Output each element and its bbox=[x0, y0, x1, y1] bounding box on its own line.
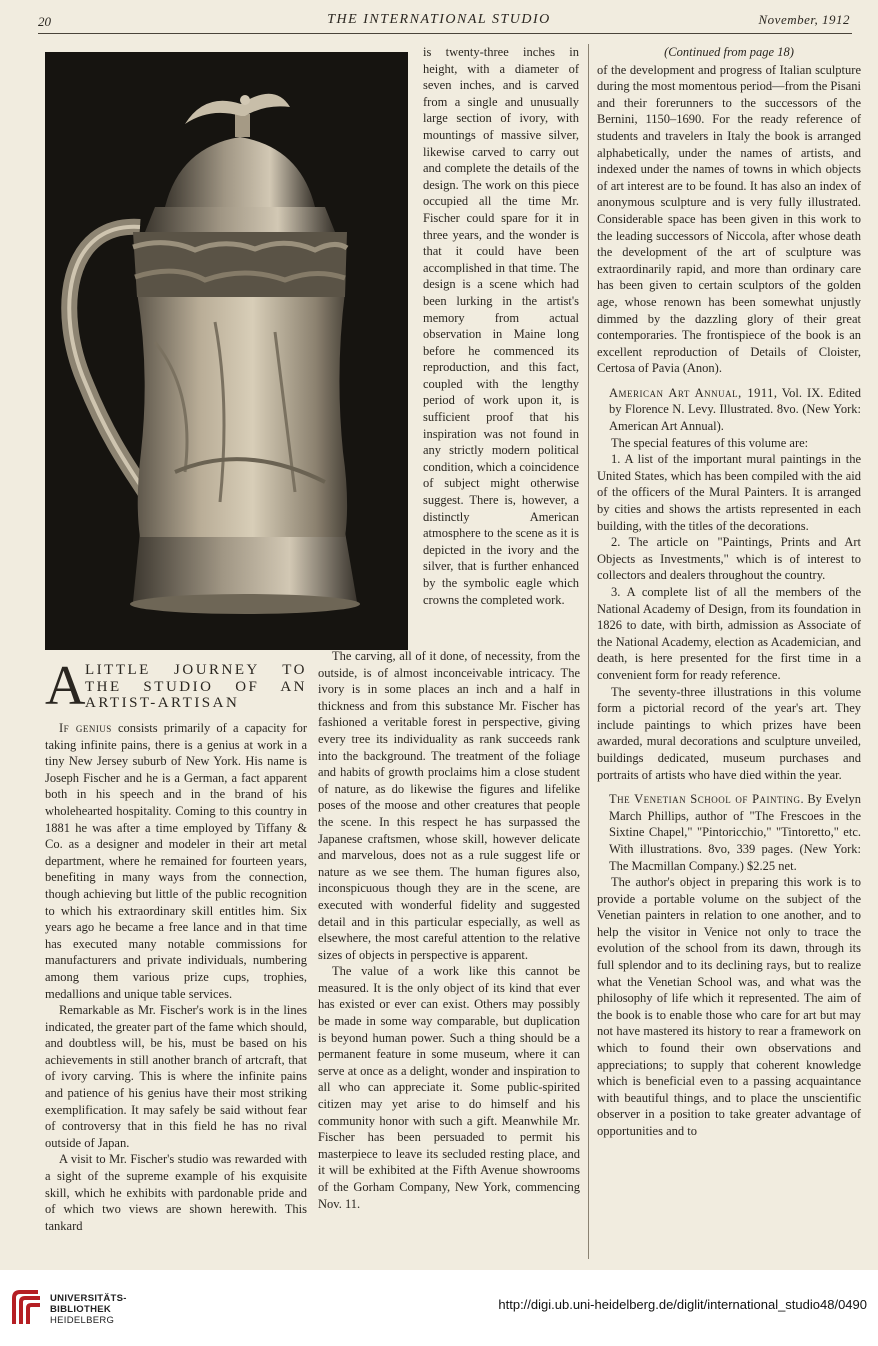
article-title-text: LITTLE JOURNEY TO THE STUDIO OF AN ARTIST-ARTISAN bbox=[85, 662, 307, 711]
paragraph: The author's object in preparing this work is to provide a portable volume on the subject of the Venetian painters in relation to one another, and to help the visitor in Venice not only to trace the evolution of the school from its dawn, through its full splendor and to its declining rays, but to realize what the Venetian School was, and what was the philosophy of life which it represented. The aim of the book is to enable those who care for art but may not have mastered its history to rear a framework on which to found their own observations and appreciations; to supply that coherent knowledge which is beneficial even to a passing acquaintance with beautiful things, and to place the unscientific observer in a position to take greater advantage of opportunities and to bbox=[597, 875, 861, 1138]
digitization-footer bbox=[0, 1270, 878, 1346]
book-details: . By Evelyn March Phillips, author of "The Frescoes in the Sixtine Chapel," "Pintoricchio," "Tintoretto," etc. With illustrations. 8vo, 339 pages. (New York: The Macmillan Company.) $2.25 net. bbox=[609, 792, 861, 873]
article-column-2 bbox=[318, 648, 580, 1212]
issue-date: November, 1912 bbox=[758, 12, 850, 27]
paragraph: is twenty-three inches in height, with a diameter of seven inches, and is carved from a single and unusually large section of ivory, with mountings of massive silver, likewise carved to carry out and complete the details of the design. The work on this piece occupied all the time Mr. Fischer could spare for it in three years, and the wonder is that it could have been accomplished in that time. The design is a scene which had been lurking in the artist's memory from actual observation in Maine long before he commenced its reproduction, and this fact, coupled with the lengthy period of work upon it, is sufficient proof that his inspiration was not found in any strictly modern political condition, which a coincidence of subject might otherwise suggest. There is, however, a distinctly American atmosphere to the scene as it is depicted in the ivory and the silver, that is further enhanced by the symbolic eagle which crowns the completed work. bbox=[423, 45, 579, 607]
paragraph: Remarkable as Mr. Fischer's work is in the lines indicated, the greater part of the fame which should, and doubtless will, be his, must be based on his achievements in still another branch of artcraft, that of ivory carving. This is where the infinite pains and patience of his genius have their most striking exemplification. It may safely be said without fear of controversy that in this field he has no rival outside of Japan. bbox=[45, 1003, 307, 1150]
tankard-illustration bbox=[45, 52, 408, 650]
paragraph: A visit to Mr. Fischer's studio was rewarded with a sight of the supreme example of his exquisite skill, which he exhibits with pardonable pride and of which two views are shown herewith. This tankard bbox=[45, 1152, 307, 1233]
paragraph: of the development and progress of Italian sculpture during the most momentous period—from the Pisani and their forerunners to the successors of the Bernini, 1150–1690. For the ready reference of students and travelers in Italy the book is arranged alphabetically, under the names of artists, and indexed under the names of towns in which objects of art interest are to be found. It has also an index of anonymous sculpture and is very fully illustrated. Considerable space has been given in this work to the leading successors of Niccola, after whose death the development of the art of sculpture was extraordinarily rapid, and more than ordinary care has been given to certain sculptors of the golden age, whose renown has been somewhat unjustly dimmed by the dazzling glory of their great contemporaries. The frontispiece of the book is an excellent reproduction of Details of Cloister, Certosa of Pavia (Anon). bbox=[597, 62, 861, 376]
article-title bbox=[45, 655, 307, 717]
article-column-2-upper bbox=[423, 44, 579, 608]
library-name: UNIVERSITÄTS- BIBLIOTHEK HEIDELBERG bbox=[50, 1293, 127, 1326]
page-number: 20 bbox=[38, 14, 51, 29]
book-review-venetian-school bbox=[597, 791, 861, 1139]
drop-cap: A bbox=[45, 655, 86, 717]
paragraph: The seventy-three illustrations in this volume form a pictorial record of the year's art. They include paintings to which prizes have been awarded, mural decorations and sculpture unveiled, buildings dedicated, museum purchases and portraits of artists who have died within the year. bbox=[597, 684, 861, 782]
article-column-1 bbox=[45, 655, 308, 1234]
lead-in: If genius bbox=[59, 721, 112, 735]
paragraph: The value of a work like this cannot be measured. It is the only object of its kind that ever has existed or ever can exist. Others may possibly be made in some way comparable, but duplication is beyond human power. Such a thing should be a permanent feature in some museum, where it can serve at once as a delight, wonder and inspiration to all who can appreciate it. Some public-spirited citizen may yet arise to do himself and his community honor with such a gift. Meanwhile Mr. Fischer has been persuaded to permit his masterpiece to leave its secluded resting place, and it will be exhibited at the Fifth Avenue showrooms of the Gorham Company, New York, commencing Nov. 11. bbox=[318, 964, 580, 1211]
reviews-column bbox=[597, 44, 861, 1140]
book-title: American Art Annual, 1911 bbox=[609, 385, 774, 400]
column-rule bbox=[588, 44, 589, 1259]
continued-note: (Continued from page 18) bbox=[664, 45, 794, 59]
paragraph: 2. The article on "Paintings, Prints and Art Objects as Investments," which is of interest to collectors and dealers throughout the country. bbox=[597, 535, 861, 583]
tankard-photograph bbox=[45, 52, 408, 650]
paragraph: The special features of this volume are: bbox=[611, 435, 809, 450]
paragraph: 3. A complete list of all the members of the National Academy of Design, from its foundation in 1826 to date, with birth, admission as Associate of the National Academy, election as Academician, and death, is here presented for the first time in a convenient form for ready reference. bbox=[597, 585, 861, 682]
library-logo-icon bbox=[10, 1288, 44, 1328]
permalink[interactable]: http://digi.ub.uni-heidelberg.de/diglit/international_studio48/0490 bbox=[498, 1297, 867, 1312]
running-title: THE INTERNATIONAL STUDIO bbox=[327, 12, 551, 27]
paragraph: 1. A list of the important mural paintings in the United States, which has been compiled with the aid of the officers of the Mural Painters. It is arranged by cities and shows the artists represented in each building, with the titles of the decorations. bbox=[597, 452, 861, 533]
book-details: , Vol. IX. Edited by Florence N. Levy. Illustrated. 8vo. (New York: American Art Annual). bbox=[609, 385, 861, 434]
book-title: The Venetian School of Painting bbox=[609, 792, 801, 807]
book-review-american-art-annual bbox=[597, 385, 861, 783]
paragraph: consists primarily of a capacity for taking infinite pains, there is a genius at work in a tiny New Jersey suburb of New York. His name is Joseph Fischer and he is a German, a fact apparent both in his speech and in the brand of his wholehearted hospitality. Coming to this country in 1881 he was after a time employed by Tiffany & Co. as a designer and modeler in their art metal department, where he remained for fourteen years, benefiting in many ways from the connection, though achieving but little of the public recognition to which his extraordinary skill entitles him. Six years ago he became a free lance and in that time has executed many notable commissions for manufacturers and private individuals, numbering among them various prize cups, trophies, medallions and unique table services. bbox=[45, 721, 308, 1001]
header-rule bbox=[38, 33, 852, 34]
paragraph: The carving, all of it done, of necessity, from the outside, is of almost inconceivable intricacy. The ivory is in some places an inch and a half in thickness and from this substance Mr. Fischer has fashioned a veritable forest in perspective, giving every tree its individuality as rank succeeds rank into the background. The treatment of the foliage and habits of growth proclaims him a close student of nature, as do likewise the figures and lifelike poses of the moose and other creatures that people the scene. In this respect he has surpassed the Japanese craftsmen, whose skill, however delicate and marvelous, does not as a rule suggest life or nature as we see them. The human figures also, inconspicuous though they are in the scene, are executed with wonderful fidelity and suggested detail and in this particular especially, as well as elsewhere, the most careful attention to the relative sizes of objects in perspective is apparent. bbox=[318, 649, 580, 962]
